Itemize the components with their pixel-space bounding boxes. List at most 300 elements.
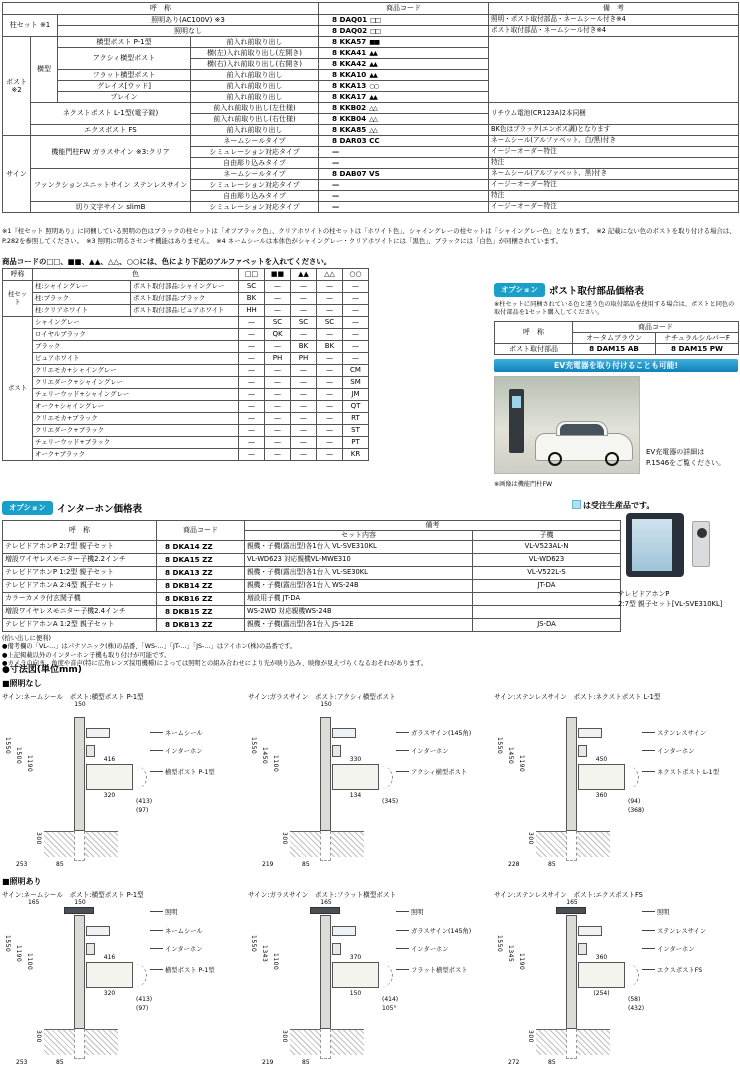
- dim-extra: (345): [382, 798, 399, 805]
- table-row: [3, 3, 739, 15]
- dim-height: 1500: [15, 747, 22, 765]
- ev-charger-unit: [509, 389, 524, 453]
- color-code: SM: [343, 377, 369, 389]
- col-header-code: 商品コード: [573, 321, 739, 332]
- pillar: [74, 717, 85, 831]
- remark: イージーオーダー特注: [489, 180, 739, 191]
- dim-embed-depth: 300: [281, 832, 288, 845]
- label-sign: [150, 926, 203, 935]
- dim-embed-depth: 300: [281, 1030, 288, 1043]
- mailbox-body: [86, 764, 133, 790]
- product-code-cell: [319, 136, 489, 147]
- product-name: グレイス[ウッド]: [58, 81, 191, 92]
- table-row: [3, 437, 369, 449]
- color-code: —: [317, 281, 343, 293]
- product-type: 横(右)入れ前取り出し(右開き): [191, 59, 319, 70]
- color-code: —: [239, 365, 265, 377]
- col-header-color2: ナチュラルシルバーF: [656, 332, 739, 343]
- intercom-monitor: [626, 513, 684, 577]
- dim-embed-depth: 300: [527, 832, 534, 845]
- leader-line: [150, 771, 163, 772]
- product-name: 切り文字サイン slimB: [31, 202, 191, 213]
- mailbox-body: [332, 764, 379, 790]
- intercom-handset: JS-DA: [473, 619, 621, 632]
- product-code: 8 KKA17: [332, 91, 367, 101]
- note-line: ●カメラの向き、角度や音声(特に広角レンズ採用機種)によっては照明との組み合わせにより光が映り込み、映像が見えづらくなるおそれがあります。: [2, 659, 428, 667]
- dim-height: 1550: [4, 737, 11, 755]
- color-name: ロイヤルブラック: [33, 329, 239, 341]
- color-name: ブラック: [33, 341, 239, 353]
- dim-top: 150: [74, 899, 86, 906]
- product-code-cell: [319, 70, 489, 81]
- color-code: —: [239, 341, 265, 353]
- remark: リチウム電池(CR123A)2本同梱: [489, 103, 739, 125]
- color-code: —: [317, 437, 343, 449]
- label-sign: [642, 926, 706, 935]
- color-code: —: [239, 329, 265, 341]
- dim-height: 1100: [26, 953, 33, 971]
- dim-extra: (413): [136, 996, 153, 1003]
- leader-line: [396, 911, 409, 912]
- color-symbol: △△: [369, 115, 377, 123]
- product-type: 前入れ前取り出し: [191, 125, 319, 136]
- product-type: シミュレーション対応タイプ: [191, 147, 319, 158]
- door-station: [692, 521, 710, 567]
- pillar: [566, 915, 577, 1029]
- color-code: —: [291, 281, 317, 293]
- dim-extra: 150: [349, 990, 362, 997]
- color-code: —: [343, 317, 369, 329]
- pillar-foundation: [74, 831, 85, 861]
- intercom-screen: [632, 519, 672, 571]
- dim-height: 1450: [261, 747, 268, 765]
- color-code: —: [239, 449, 265, 461]
- color-code: —: [239, 425, 265, 437]
- diagram-title: サイン:ガラスサイン ポスト:フラット横型ポスト: [248, 891, 397, 899]
- color-code: —: [343, 353, 369, 365]
- table-row: [3, 317, 369, 329]
- intercom-set: 親機・子機(露出型)各1台入 VL-SE30KL: [245, 567, 473, 580]
- color-symbol: □□: [370, 27, 381, 35]
- car-window: [560, 424, 604, 435]
- leader-line: [396, 750, 409, 751]
- dim-height: 1450: [507, 747, 514, 765]
- remark: 特注: [489, 191, 739, 202]
- dim-extra: 360: [595, 954, 608, 961]
- caption-line1: テレビドアホンP: [618, 590, 670, 598]
- color-code: HH: [239, 305, 265, 317]
- color-code: —: [265, 293, 291, 305]
- intercom-handset: VL-V523AL-N: [473, 541, 621, 554]
- option-badge: オプション: [2, 501, 53, 515]
- color-code: —: [317, 413, 343, 425]
- product-code-cell: [319, 125, 489, 136]
- dim-extra: 320: [103, 792, 116, 799]
- product-name: 照明あり(AC100V) ※3: [58, 15, 319, 26]
- label-text: インターホン: [411, 946, 449, 953]
- product-code-cell: [319, 81, 489, 92]
- diagram-title: サイン:ガラスサイン ポスト:アクシィ横型ポスト: [248, 693, 396, 701]
- product-code: 8 KKB04: [332, 113, 367, 123]
- intercom-unit: [86, 745, 95, 757]
- remark: ネームシール(アルファベット、白/黒)付き: [489, 136, 739, 147]
- product-code-cell: [319, 180, 489, 191]
- product-code: 8 DAQ01: [332, 14, 368, 24]
- symbol-header: ▲▲: [291, 269, 317, 281]
- intercom-handset: [473, 606, 621, 619]
- color-code: KR: [343, 449, 369, 461]
- dim-extra: 416: [103, 954, 116, 961]
- col-header-code: 商品コード: [319, 3, 489, 15]
- group-post: ポスト: [3, 317, 33, 461]
- dim-extra: (94): [628, 798, 641, 805]
- dim-base: 85: [548, 1059, 556, 1066]
- color-code: PT: [343, 437, 369, 449]
- col-header-color: 色: [33, 269, 239, 281]
- col-header-set: セット内容: [245, 531, 473, 541]
- label-text: ステンレスサイン: [657, 928, 707, 935]
- label-text: ネームシール: [165, 928, 203, 935]
- dim-height: 1550: [496, 935, 503, 953]
- label-text: 横型ポスト P-1型: [165, 769, 215, 776]
- pillar-foundation: [320, 1029, 331, 1059]
- section-title: ポスト取付部品価格表: [548, 285, 644, 297]
- color-code: —: [317, 329, 343, 341]
- product-name: 横型ポスト P-1型: [58, 37, 191, 48]
- color-code: —: [291, 293, 317, 305]
- dim-base: 85: [548, 861, 556, 868]
- dim-height: 1190: [518, 755, 525, 773]
- dim-base: 85: [56, 1059, 64, 1066]
- intercom-product-photo: [626, 509, 738, 587]
- sign-plate: [86, 728, 110, 738]
- label-sign: [396, 728, 471, 737]
- dim-height: 1550: [250, 737, 257, 755]
- color-code: BK: [291, 341, 317, 353]
- color-name: クリエモカ+シャイングレー: [33, 365, 239, 377]
- color-code: —: [343, 305, 369, 317]
- ev-detail-line1: EV充電器の詳細は: [646, 448, 705, 457]
- product-name: プレイン: [58, 92, 191, 103]
- color-code: —: [291, 413, 317, 425]
- color-symbol: □□: [370, 16, 381, 24]
- label-text: エクスポストFS: [657, 967, 703, 974]
- color-code: —: [291, 437, 317, 449]
- dim-embed-depth: 300: [35, 1030, 42, 1043]
- dim-base: 253: [16, 861, 28, 868]
- color-name: シャイングレー: [33, 317, 239, 329]
- dim-extra: (432): [628, 1005, 645, 1012]
- color-code: —: [291, 365, 317, 377]
- dimension-diagram: [248, 889, 490, 1071]
- product-code-cell: [319, 191, 489, 202]
- table-row: [3, 377, 369, 389]
- color-symbol: ■■: [369, 38, 380, 46]
- dim-extra: 360: [595, 792, 608, 799]
- diagram-title: サイン:ステンレスサイン ポスト:ネクストポスト L-1型: [494, 693, 661, 701]
- dim-base: 228: [508, 861, 520, 868]
- dim-extra: 134: [349, 792, 362, 799]
- made-to-order-swatch: [572, 500, 581, 509]
- sign-plate: [578, 728, 602, 738]
- intercom-unit: [578, 943, 587, 955]
- color-code: JM: [343, 389, 369, 401]
- dim-height: 1345: [507, 945, 514, 963]
- dim-top-2: 165: [28, 899, 40, 906]
- table-row: [3, 269, 369, 281]
- sign-plate: [332, 728, 356, 738]
- intercom-name: 増設ワイヤレスモニター子機2.2インチ: [3, 554, 157, 567]
- table-row: [3, 449, 369, 461]
- section-note: ※柱セットに同梱されている色と違う色の取付部品を使用する場合は、ポストと同色の取付部品を1セット購入してください。: [494, 301, 735, 317]
- label-light: [396, 907, 424, 916]
- remark: ポスト取付部品・ネームシール付き※4: [489, 26, 739, 37]
- leader-line: [150, 750, 163, 751]
- dim-extra: (254): [593, 990, 610, 997]
- color-symbol: △△: [369, 126, 377, 134]
- color-name: ポスト取付部品:ブラック: [131, 293, 239, 305]
- dim-height: 1100: [272, 953, 279, 971]
- table-row: [3, 103, 739, 114]
- table-row: [3, 293, 369, 305]
- mailbox-body: [578, 962, 625, 988]
- table-row: [3, 606, 621, 619]
- col-header-handset: 子機: [473, 531, 621, 541]
- ev-charger-photo: [494, 376, 640, 474]
- table-row: [3, 125, 739, 136]
- product-name: アクシィ横型ポスト: [58, 48, 191, 70]
- table-row: [3, 281, 369, 293]
- product-code-cell: [319, 92, 489, 103]
- intercom-code: 8 DKA15 ZZ: [157, 554, 245, 567]
- intercom-unit: [578, 745, 587, 757]
- diagram-title: サイン:ステンレスサイン ポスト:エクスポストFS: [494, 891, 643, 899]
- label-text: 照明: [165, 909, 178, 916]
- pillar-foundation: [566, 1029, 577, 1059]
- intercom-set: 親機・子機(露出型)各1台入 WS-24B: [245, 580, 473, 593]
- label-text: 照明: [411, 909, 424, 916]
- product-type: 前入れ前取り出し(左仕様): [191, 103, 319, 114]
- group-sign: サイン: [3, 136, 31, 213]
- symbol-header: ○○: [343, 269, 369, 281]
- intercom-code: 8 DKB14 ZZ: [157, 580, 245, 593]
- leader-line: [642, 771, 655, 772]
- leader-line: [642, 750, 655, 751]
- color-code: —: [317, 305, 343, 317]
- remark: イージーオーダー特注: [489, 202, 739, 213]
- leader-line: [642, 948, 655, 949]
- intercom-set: 親機・子機(露出型)各1台入 VL-SVE310KL: [245, 541, 473, 554]
- pillar-foundation: [74, 1029, 85, 1059]
- color-code: —: [317, 353, 343, 365]
- dim-base: 85: [302, 861, 310, 868]
- color-code: SC: [317, 317, 343, 329]
- label-post: [396, 767, 467, 776]
- dim-height: 1343: [261, 945, 268, 963]
- table-row: [3, 389, 369, 401]
- color-code: CM: [343, 365, 369, 377]
- table-row: [3, 541, 621, 554]
- label-sign: [150, 728, 203, 737]
- ev-banner: EV充電器を取り付けることも可能!: [494, 359, 738, 372]
- intercom-unit: [332, 745, 341, 757]
- color-code: —: [291, 329, 317, 341]
- product-code-cell: [319, 26, 489, 37]
- dim-height: 1550: [250, 935, 257, 953]
- product-type: 前入れ前取り出し(右仕様): [191, 114, 319, 125]
- diagram-row: [2, 889, 738, 1071]
- color-code: —: [265, 437, 291, 449]
- label-intercom: [642, 944, 695, 953]
- color-code: —: [317, 425, 343, 437]
- dim-height: 1190: [518, 953, 525, 971]
- intercom-code: 8 DKA14 ZZ: [157, 541, 245, 554]
- intercom-photo-caption: [618, 590, 722, 609]
- leader-line: [150, 732, 163, 733]
- color-code: QT: [343, 401, 369, 413]
- label-text: インターホン: [657, 748, 695, 755]
- intercom-set: 親機・子機(露出型)各1台入 JS-12E: [245, 619, 473, 632]
- dim-base: 219: [262, 1059, 274, 1066]
- product-code: 8 KKA57: [332, 36, 367, 46]
- table-row: [3, 413, 369, 425]
- dim-embed-depth: 300: [527, 1030, 534, 1043]
- remark: ネームシール(アルファベット、黒)付き: [489, 169, 739, 180]
- product-table: [2, 2, 739, 213]
- color-code: —: [343, 329, 369, 341]
- ev-photo-row: [494, 376, 738, 476]
- diagram-row: [2, 691, 738, 873]
- color-code: —: [265, 305, 291, 317]
- color-code: SC: [291, 317, 317, 329]
- color-code: —: [317, 389, 343, 401]
- color-name: クリエダーク+ブラック: [33, 425, 239, 437]
- intercom-code: 8 DKA13 ZZ: [157, 567, 245, 580]
- table-row: [3, 305, 369, 317]
- color-code: —: [265, 413, 291, 425]
- col-header-code: 商品コード: [157, 521, 245, 541]
- dim-extra: (97): [136, 807, 149, 814]
- section-header: [494, 279, 738, 298]
- color-code: PH: [291, 353, 317, 365]
- label-intercom: [150, 944, 203, 953]
- diagram-canvas: [2, 899, 244, 1071]
- dim-extra: (414): [382, 996, 399, 1003]
- color-name: チェリーウッド+シャイングレー: [33, 389, 239, 401]
- part-code: 8 DAM15 PW: [656, 343, 739, 354]
- table-row: [495, 321, 739, 332]
- color-code: BK: [317, 341, 343, 353]
- color-code: —: [239, 353, 265, 365]
- leader-line: [150, 948, 163, 949]
- intercom-handset: JT-DA: [473, 580, 621, 593]
- color-code: —: [265, 365, 291, 377]
- table-row: [3, 554, 621, 567]
- dim-embed-depth: 300: [35, 832, 42, 845]
- color-code: —: [239, 437, 265, 449]
- dim-extra: 416: [103, 756, 116, 763]
- label-text: アクシィ横型ポスト: [411, 769, 468, 776]
- product-code: 8 KKA41: [332, 47, 367, 57]
- product-code-cell: [319, 158, 489, 169]
- mailbox-body: [578, 764, 625, 790]
- dim-extra: 330: [349, 756, 362, 763]
- diagram-title: サイン:ネームシール ポスト:横型ポスト P-1型: [2, 891, 144, 899]
- label-text: インターホン: [657, 946, 695, 953]
- color-code: —: [265, 449, 291, 461]
- leader-line: [396, 930, 409, 931]
- intercom-handset: [473, 593, 621, 606]
- color-name: チェリーウッド+ブラック: [33, 437, 239, 449]
- color-code: —: [291, 389, 317, 401]
- color-symbol: ▲▲: [369, 93, 377, 101]
- product-name: ファンクションユニットサイン ステンレスサイン: [31, 169, 191, 202]
- label-light: [642, 907, 670, 916]
- remark: イージーオーダー特注: [489, 147, 739, 158]
- product-code-cell: [319, 59, 489, 70]
- diagram-canvas: [248, 701, 490, 873]
- dim-height: 1190: [15, 945, 22, 963]
- intercom-name: テレビドアホンA 2:4型 親子セット: [3, 580, 157, 593]
- product-code-cell: [319, 103, 489, 114]
- leader-line: [642, 732, 655, 733]
- mailbox-body: [332, 962, 379, 988]
- color-code: —: [265, 377, 291, 389]
- product-code: 8 KKB02: [332, 102, 367, 112]
- color-name: 柱:クリアホワイト: [33, 305, 131, 317]
- label-text: ガラスサイン(145角): [411, 928, 472, 935]
- diagram-canvas: [494, 701, 736, 873]
- diagram-canvas: [2, 701, 244, 873]
- label-post: [642, 767, 719, 776]
- color-code: —: [317, 449, 343, 461]
- label-text: ステンレスサイン: [657, 730, 707, 737]
- mailbox-body: [86, 962, 133, 988]
- color-code: SC: [265, 317, 291, 329]
- pillar-foundation: [320, 831, 331, 861]
- intercom-name: カラーカメラ付玄関子機: [3, 593, 157, 606]
- table-row: [3, 365, 369, 377]
- color-code: —: [317, 365, 343, 377]
- dimension-diagram: [494, 889, 736, 1071]
- product-type: 前入れ前取り出し: [191, 92, 319, 103]
- diagram-canvas: [248, 899, 490, 1071]
- label-light: [150, 907, 178, 916]
- leader-line: [396, 771, 409, 772]
- product-code-cell: [319, 202, 489, 213]
- table-row: [3, 136, 739, 147]
- label-post: [150, 767, 215, 776]
- product-code: 8 DAB07 VS: [332, 168, 380, 178]
- sign-plate: [332, 926, 356, 936]
- color-code: BK: [239, 293, 265, 305]
- color-code: —: [291, 305, 317, 317]
- intercom-name: テレビドアホンP 2:7型 親子セット: [3, 541, 157, 554]
- color-name: クリエダーク+シャイングレー: [33, 377, 239, 389]
- product-code: —: [332, 190, 340, 200]
- light-fixture: [556, 907, 586, 914]
- diagram-canvas: [494, 899, 736, 1071]
- sign-plate: [86, 926, 110, 936]
- table-row: [3, 425, 369, 437]
- product-name: エクスポスト FS: [31, 125, 191, 136]
- table-row: [3, 593, 621, 606]
- product-code: 8 KKA42: [332, 58, 367, 68]
- table-row: [3, 15, 739, 26]
- group-yokogata: 横型: [31, 37, 58, 103]
- remark-empty: [489, 37, 739, 103]
- ev-detail-line2: P.1546をご覧ください。: [646, 458, 726, 467]
